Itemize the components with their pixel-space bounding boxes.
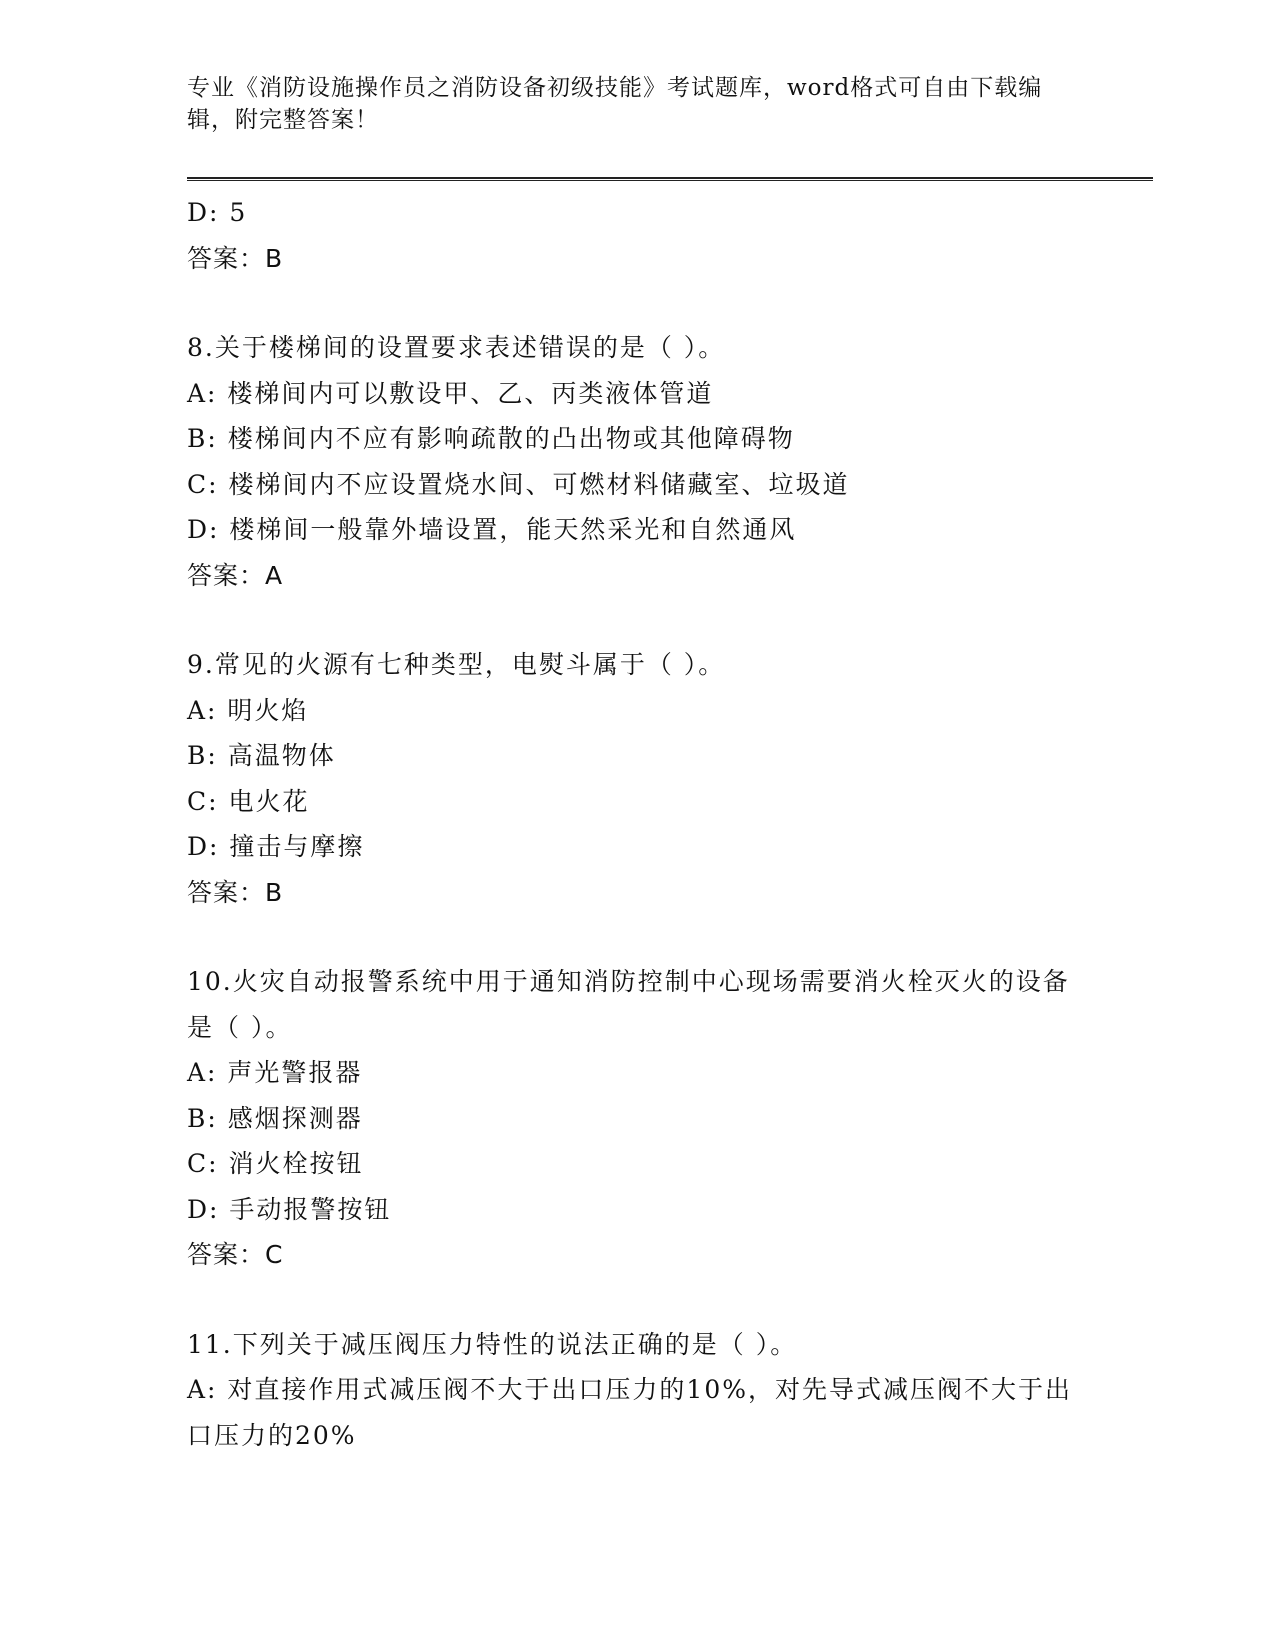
option-a: A: 明火焰 [187, 695, 309, 725]
option-b: B: 楼梯间内不应有影响疏散的凸出物或其他障碍物 [187, 424, 795, 453]
option-b: B: 高温物体 [187, 741, 336, 770]
question-text: 11.下列关于减压阀压力特性的说法正确的是（ ）。 [187, 1329, 798, 1359]
option-c: C: 电火花 [187, 786, 310, 816]
header-divider [187, 177, 1153, 181]
question-text: 8.关于楼梯间的设置要求表述错误的是（ ）。 [187, 333, 726, 362]
option-d: D: 楼梯间一般靠外墙设置，能天然采光和自然通风 [187, 515, 797, 544]
prev-answer: 答案：B [187, 243, 284, 273]
option-c: C: 楼梯间内不应设置烧水间、可燃材料储藏室、垃圾道 [187, 469, 850, 499]
question-9 [187, 642, 1087, 915]
option-a: A: 楼梯间内可以敷设甲、乙、丙类液体管道 [187, 378, 714, 408]
question-content [187, 190, 1087, 1458]
question-text: 9.常见的火源有七种类型，电熨斗属于（ ）。 [187, 650, 726, 679]
option-c: C: 消火栓按钮 [187, 1149, 364, 1178]
option-a: A: 声光警报器 [187, 1058, 363, 1087]
prev-option-d: D: 5 [187, 198, 248, 227]
answer: 答案：A [187, 560, 284, 590]
option-b: B: 感烟探测器 [187, 1103, 363, 1133]
document-header: 专业《消防设施操作员之消防设备初级技能》考试题库，word格式可自由下载编辑，附完整答案！ [187, 75, 1043, 133]
option-d: D: 撞击与摩擦 [187, 832, 365, 861]
answer: 答案：C [187, 1240, 284, 1269]
question-10 [187, 959, 1087, 1278]
answer: 答案：B [187, 877, 284, 907]
question-8 [187, 325, 1087, 598]
option-d: D: 手动报警按钮 [187, 1194, 392, 1224]
question-text: 10.火灾自动报警系统中用于通知消防控制中心现场需要消火栓灭火的设备是（ ）。 [187, 967, 1070, 1042]
option-a: A: 对直接作用式减压阀不大于出口压力的10%，对先导式减压阀不大于出口压力的20% [187, 1375, 1072, 1450]
question-11 [187, 1322, 1087, 1459]
